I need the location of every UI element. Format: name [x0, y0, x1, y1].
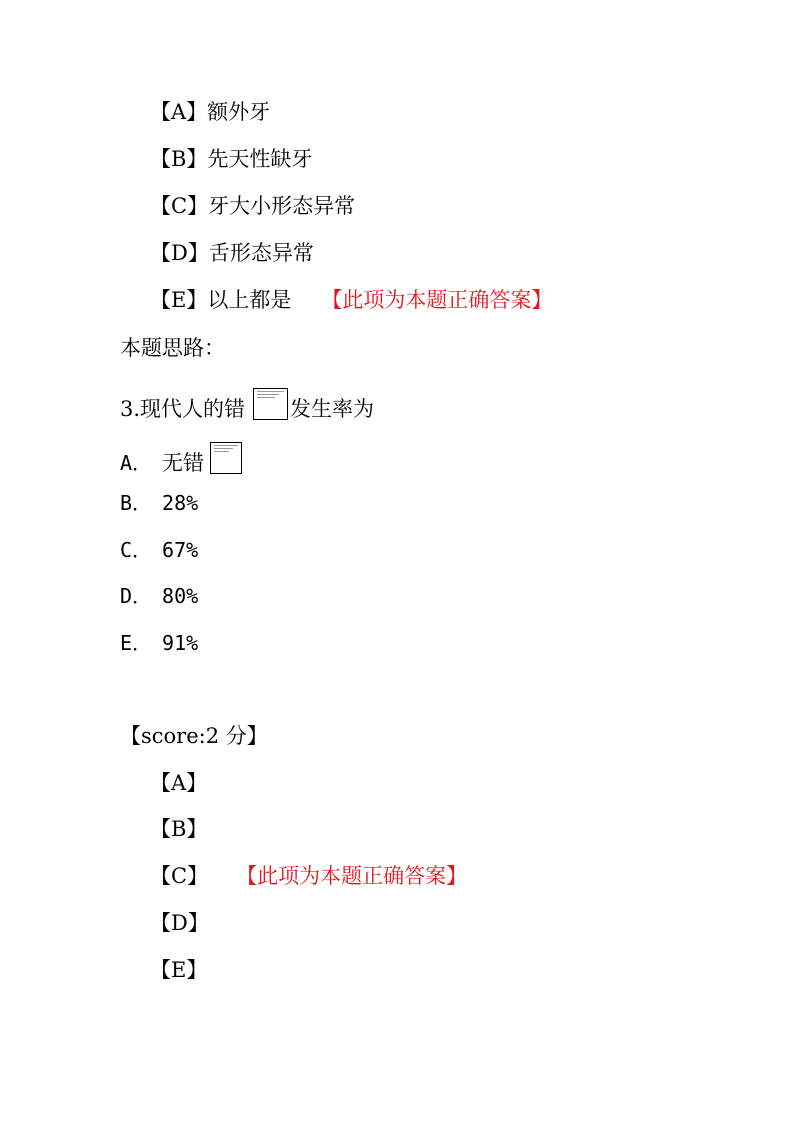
option-label: 【C】: [150, 194, 209, 218]
option-text: 舌形态异常: [208, 241, 314, 265]
choice-text: 80%: [162, 584, 199, 608]
q3-choice-e: [120, 629, 198, 657]
option-label: 【E】: [150, 288, 208, 312]
analysis-heading: 本题思路：: [120, 336, 225, 360]
q2-option-d: [150, 239, 314, 267]
q3-answer-d: [150, 909, 209, 937]
q2-option-a: [150, 98, 270, 126]
q2-option-c: [150, 192, 355, 220]
choice-letter: E．: [120, 631, 153, 655]
q3-choice-c: [120, 536, 198, 564]
choice-text: 28%: [162, 491, 199, 515]
q3-answer-c: [150, 862, 467, 890]
option-text: 以上都是: [207, 288, 292, 312]
embedded-image-icon: [210, 442, 242, 474]
answer-label: 【A】: [150, 771, 208, 795]
option-text: 额外牙: [207, 100, 271, 124]
choice-letter: C．: [120, 538, 153, 562]
choice-text: 67%: [162, 538, 199, 562]
q3-choice-a: [120, 442, 242, 477]
q3-answer-b: [150, 815, 207, 843]
option-text: 牙大小形态异常: [208, 194, 356, 218]
choice-letter: D．: [120, 584, 153, 608]
option-label: 【A】: [150, 100, 208, 124]
option-label: 【D】: [150, 241, 209, 265]
embedded-image-icon: [253, 388, 288, 420]
option-text: 先天性缺牙: [207, 147, 313, 171]
correct-answer-mark: 【此项为本题正确答案】: [321, 288, 553, 312]
choice-text: 91%: [162, 631, 199, 655]
stem-text-continued: 发生率为: [290, 397, 375, 421]
q2-option-e: [150, 286, 552, 314]
choice-letter: B．: [120, 491, 153, 515]
q3-stem: [120, 388, 374, 423]
q2-option-b: [150, 145, 312, 173]
choice-text: 无错: [162, 451, 205, 475]
q3-answer-e: [150, 956, 207, 984]
score-label: 【score:2 分】: [120, 724, 268, 748]
option-label: 【B】: [150, 147, 208, 171]
q3-choice-b: [120, 489, 198, 517]
answer-label: 【B】: [150, 817, 208, 841]
q3-answer-a: [150, 769, 207, 797]
choice-letter: A．: [120, 451, 153, 475]
answer-label: 【D】: [150, 911, 209, 935]
correct-answer-mark: 【此项为本题正确答案】: [236, 864, 468, 888]
answer-label: 【E】: [150, 958, 208, 982]
answer-label: 【C】: [150, 864, 209, 888]
stem-text: 3.现代人的错: [120, 397, 246, 421]
q3-choice-d: [120, 582, 198, 610]
